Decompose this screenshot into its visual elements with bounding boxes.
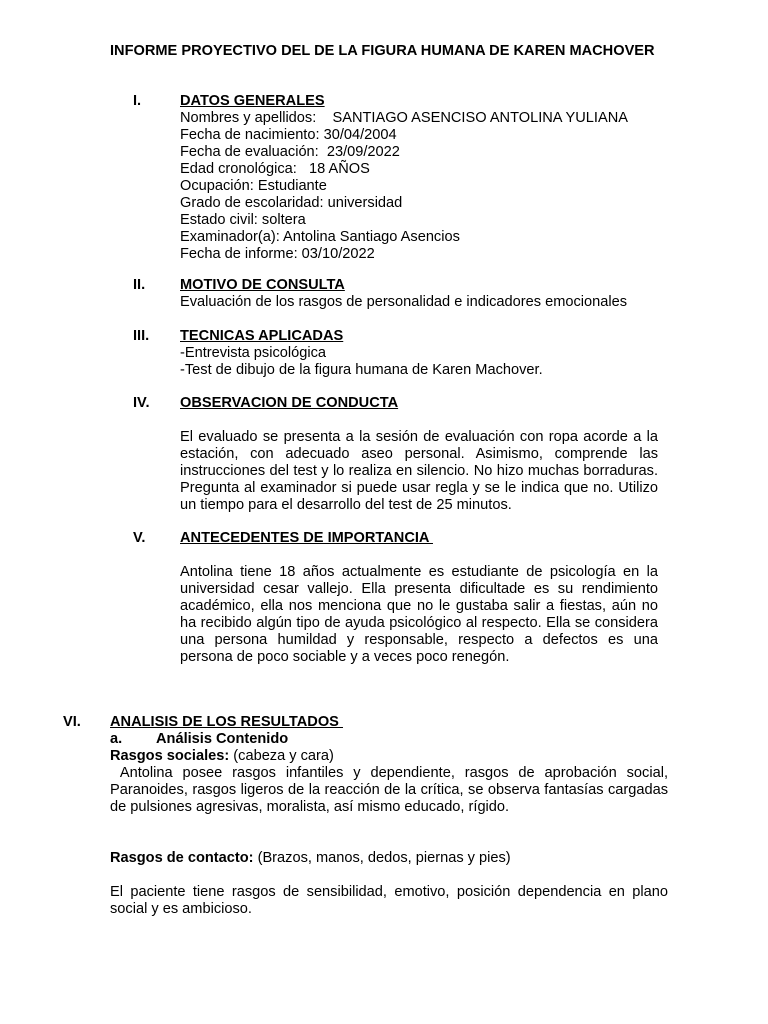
tecnica-line: -Test de dibujo de la figura humana de Karen Machover. [180,362,543,378]
section-number: III. [133,328,150,344]
datos-line: Edad cronológica: 18 AÑOS [180,161,370,177]
tecnicas-lines [180,345,658,379]
section-heading: DATOS GENERALES [180,93,325,109]
datos-line: Fecha de nacimiento: 30/04/2004 [180,127,397,143]
section-heading: OBSERVACION DE CONDUCTA [180,395,399,411]
datos-line: Grado de escolaridad: universidad [180,195,403,211]
section-number: IV. [133,395,150,411]
contact-heading [110,850,668,867]
social-note: (cabeza y cara) [229,748,334,764]
section-number: II. [133,277,146,293]
section-text [180,564,658,666]
section-number: I. [133,93,142,109]
datos-line: Examinador(a): Antolina Santiago Asencios [180,229,460,245]
spacer [110,867,668,884]
section-heading: MOTIVO DE CONSULTA [180,277,345,293]
contact-note: (Brazos, manos, dedos, piernas y pies) [253,850,511,866]
tecnica-line: -Entrevista psicológica [180,345,327,361]
datos-line: Estado civil: soltera [180,212,306,228]
datos-line: Fecha de informe: 03/10/2022 [180,246,375,262]
section-text [180,294,680,311]
section-number: V. [133,530,146,546]
motivo-text: Evaluación de los rasgos de personalidad e indicadores emocionales [180,294,628,310]
spacer [110,816,668,850]
section-heading: ANTECEDENTES DE IMPORTANCIA [180,530,433,546]
contact-label: Rasgos de contacto: [110,850,254,866]
report-title: INFORME PROYECTIVO DEL DE LA FIGURA HUMANA DE KAREN MACHOVER [110,43,655,59]
datos-lines [180,110,658,263]
analisis-body [110,731,673,918]
social-paragraph: Antolina posee rasgos infantiles y dependiente, rasgos de aprobación social, Paranoides, rasgos ligeros de la reacción de la crítica, se observa fantasías cargadas de pulsiones agresivas, moralista, así mismo educado, rígido. [110,765,673,815]
contact-paragraph: El paciente tiene rasgos de sensibilidad, emotivo, posición dependencia en plano social y es ambicioso. [110,884,668,917]
observacion-paragraph: El evaluado se presenta a la sesión de evaluación con ropa acorde a la estación, con adecuado aseo personal. Asimismo, comprende las instrucciones del test y lo realiza en silencio. No hizo muchas borraduras. Pregunta al examinador si puede usar regla y se le indica que no. Utilizo un tiempo para el desarrollo del test de 25 minutos. [180,429,658,513]
subsection-title: Análisis Contenido [156,731,289,747]
datos-line: Nombres y apellidos: SANTIAGO ASENCISO ANTOLINA YULIANA [180,110,628,126]
section-heading: TECNICAS APLICADAS [180,328,344,344]
antecedentes-paragraph: Antolina tiene 18 años actualmente es estudiante de psicología en la universidad cesar vallejo. Ella presenta dificultade es su rendimiento académico, ella nos menciona que no le gustaba salir a fiestas, aún no ha recibido algún tipo de ayuda psicológico al respecto. Ella se considera una persona humildad y responsable, respecto a defectos es una persona de poco sociable y a veces poco renegón. [180,564,658,665]
datos-line: Ocupación: Estudiante [180,178,327,194]
section-text [180,429,658,514]
subsection-heading [110,731,668,748]
subsection-letter: a. [110,731,123,747]
section-heading: ANALISIS DE LOS RESULTADOS [110,714,343,730]
social-heading [110,748,668,765]
social-label: Rasgos sociales: [110,748,230,764]
datos-line: Fecha de evaluación: 23/09/2022 [180,144,400,160]
section-number: VI. [63,714,81,730]
